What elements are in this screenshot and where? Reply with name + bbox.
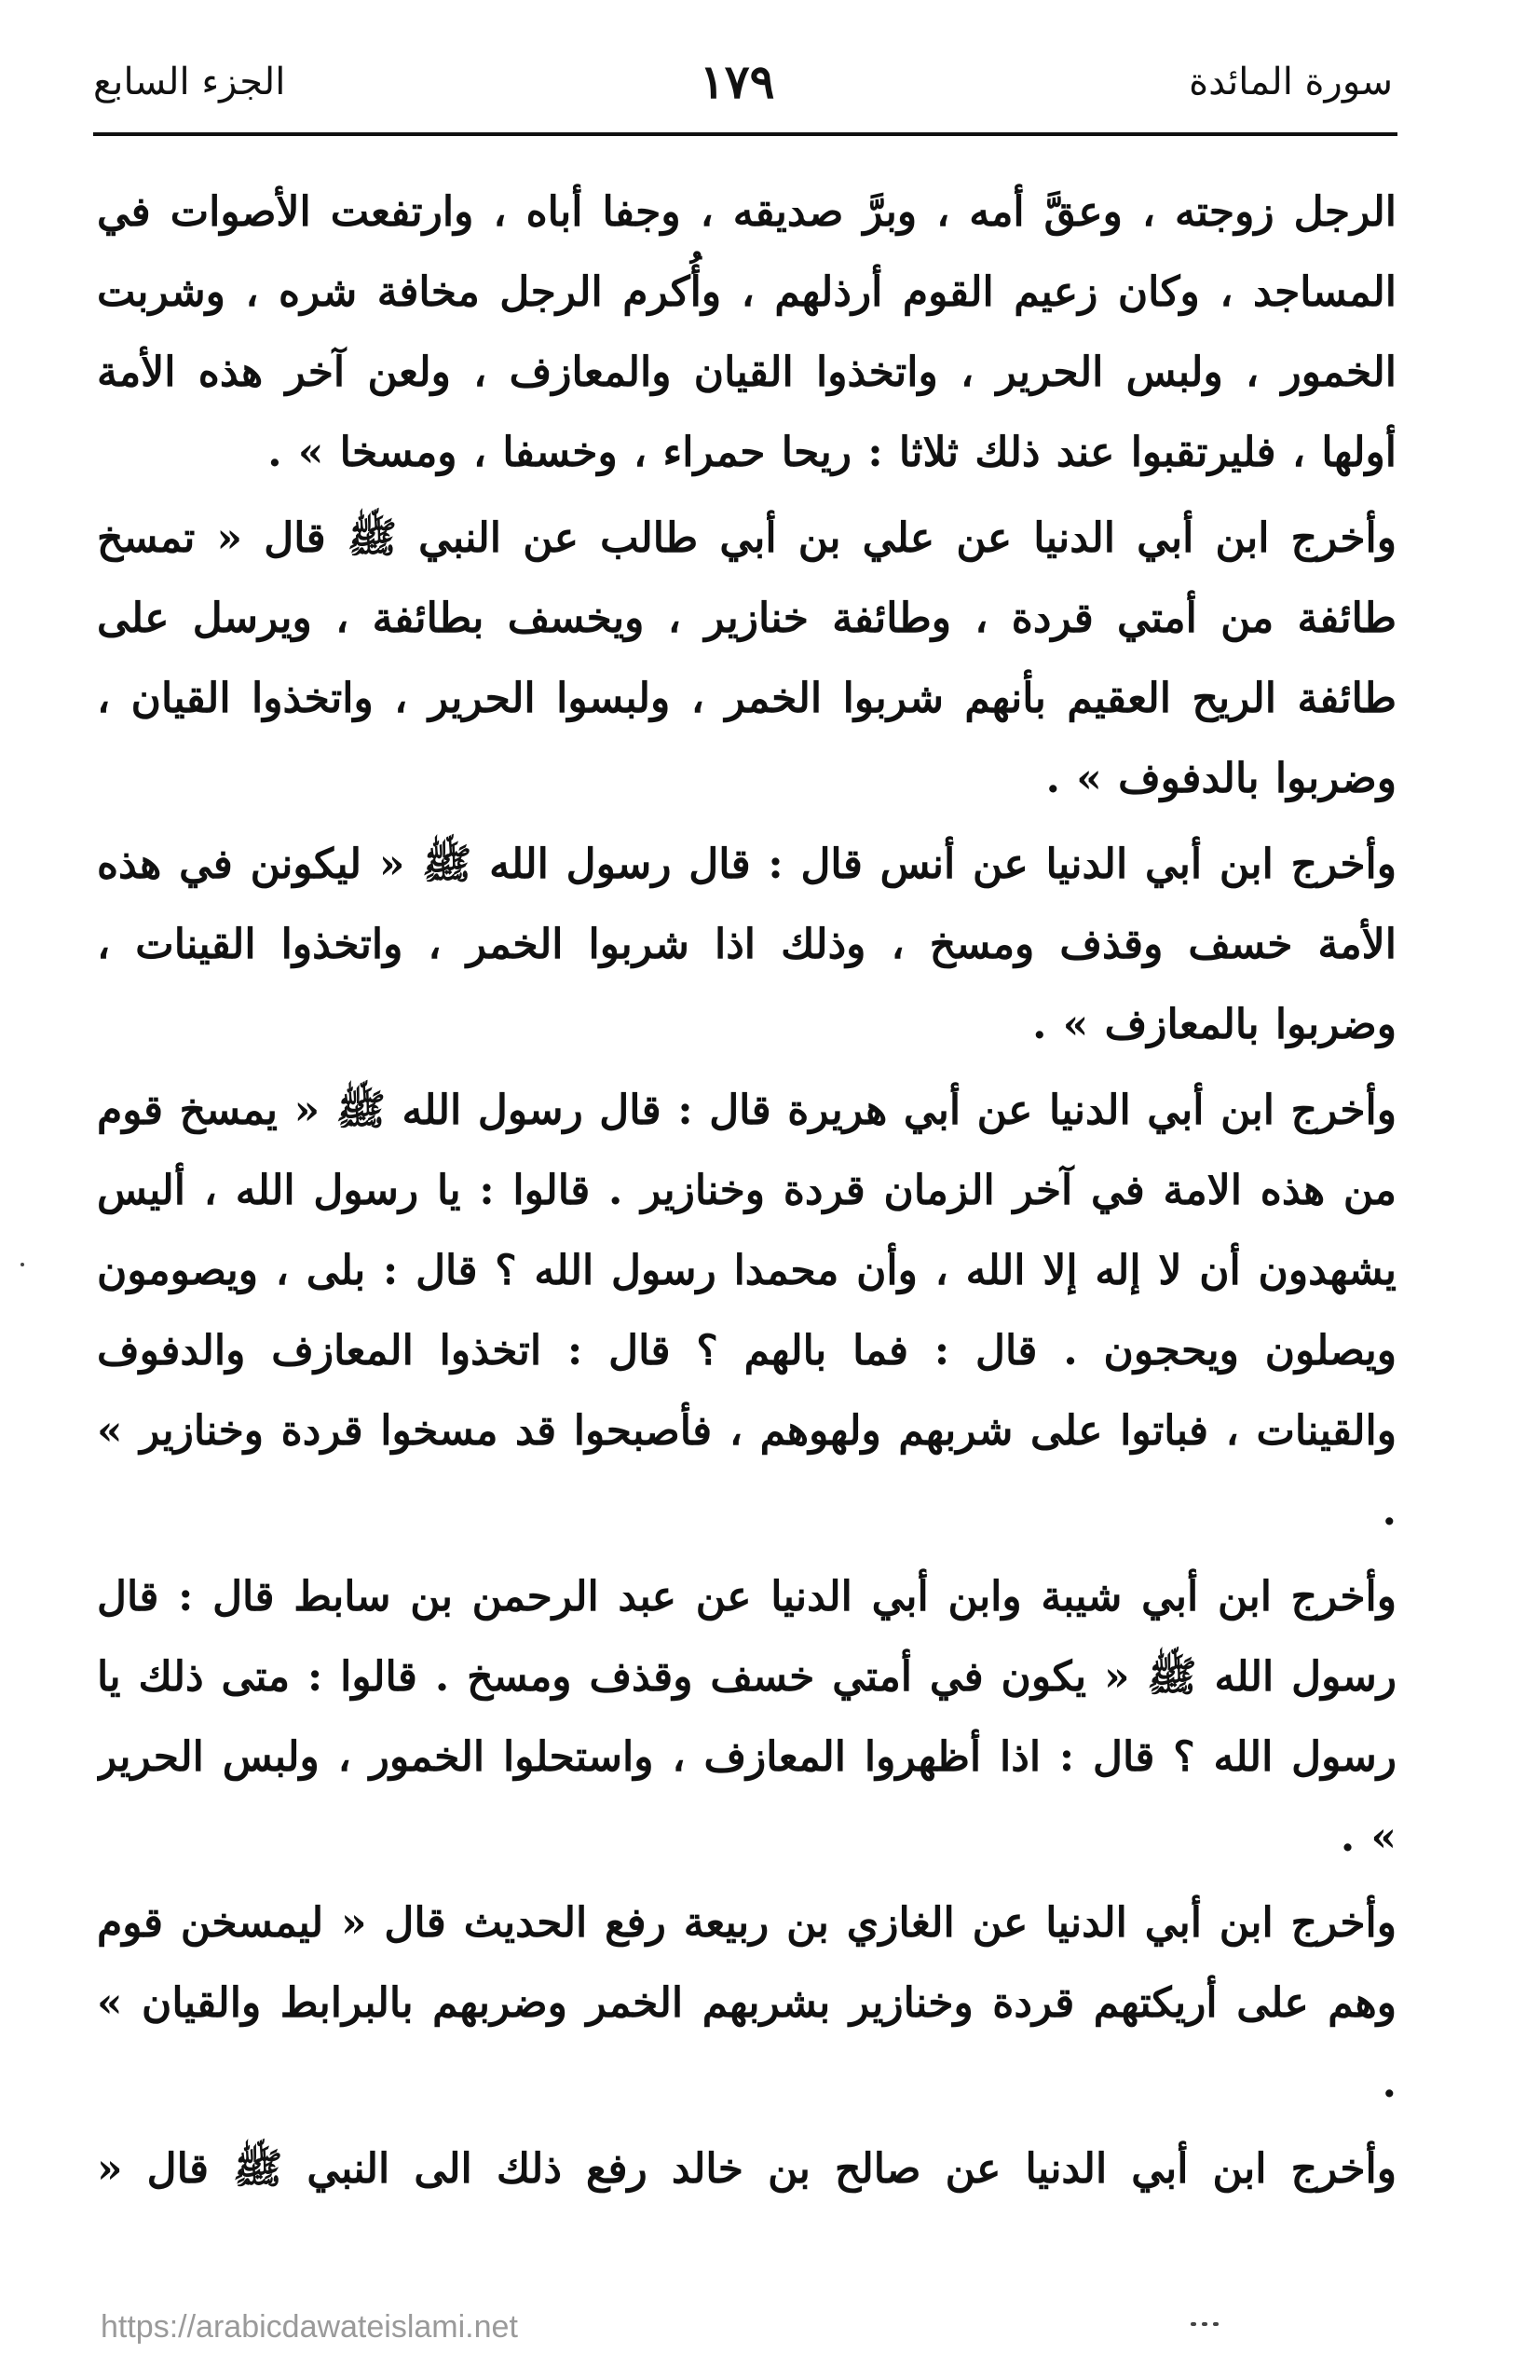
surah-label: سورة المائدة <box>1189 61 1393 103</box>
header-rule <box>93 132 1397 136</box>
page-number: ١٧٩ <box>699 54 775 109</box>
scan-speck <box>20 1263 24 1266</box>
running-header <box>93 45 1393 119</box>
paragraph: الرجل زوجته ، وعقَّ أمه ، وبرَّ صديقه ، وجفا أباه ، وارتفعت الأصوات في المساجد ، وكان زعيم القوم أرذلهم ، وأُكرم الرجل مخافة شره ، وشربت الخمور ، ولبس الحرير ، واتخذوا القيان والمعازف ، ولعن آخر هذه الأمة أولها ، فليرتقبوا عند ذلك ثلاثا : ريحا حمراء ، وخسفا ، ومسخا » . <box>97 188 1397 476</box>
paragraph: وأخرج ابن أبي الدنيا عن علي بن أبي طالب عن النبي ﷺ قال « تمسخ طائفة من أمتي قردة ، وطائفة خنازير ، ويخسف بطائفة ، ويرسل على طائفة الريح العقيم بأنهم شربوا الخمر ، ولبسوا الحرير ، واتخذوا القيان ، وضربوا بالدفوف » . <box>97 514 1397 802</box>
part-label: الجزء السابع <box>93 61 286 103</box>
paragraph: وأخرج ابن أبي الدنيا عن صالح بن خالد رفع ذلك الى النبي ﷺ قال « <box>97 2145 1397 2193</box>
body-text <box>97 172 1397 2213</box>
paragraph: وأخرج ابن أبي الدنيا عن الغازي بن ربيعة رفع الحديث قال « ليمسخن قوم وهم على أريكتهم قردة وخنازير بشربهم الخمر وضربهم بالبرابط والقيان » . <box>97 1899 1397 2107</box>
paragraph: وأخرج ابن أبي شيبة وابن أبي الدنيا عن عبد الرحمن بن سابط قال : قال رسول الله ﷺ « يكون في أمتي خسف وقذف ومسخ . قالوا : متى ذلك يا رسول الله ؟ قال : اذا أظهروا المعازف ، واستحلوا الخمور ، ولبس الحرير » . <box>97 1573 1397 1861</box>
paragraph: وأخرج ابن أبي الدنيا عن أنس قال : قال رسول الله ﷺ « ليكونن في هذه الأمة خسف وقذف ومسخ ، وذلك اذا شربوا الخمر ، واتخذوا القينات ، وضربوا بالمعازف » . <box>97 841 1397 1048</box>
paragraph: وأخرج ابن أبي الدنيا عن أبي هريرة قال : قال رسول الله ﷺ « يمسخ قوم من هذه الامة في آخر الزمان قردة وخنازير . قالوا : يا رسول الله ، أليس يشهدون أن لا إله إلا الله ، وأن محمدا رسول الله ؟ قال : بلى ، ويصومون ويصلون ويحجون . قال : فما بالهم ؟ قال : اتخذوا المعازف والدفوف والقينات ، فباتوا على شربهم ولهوهم ، فأصبحوا قد مسخوا قردة وخنازير » . <box>97 1087 1397 1535</box>
page-marks <box>1191 2322 1219 2332</box>
watermark-url: https://arabicdawateislami.net <box>101 2309 518 2345</box>
